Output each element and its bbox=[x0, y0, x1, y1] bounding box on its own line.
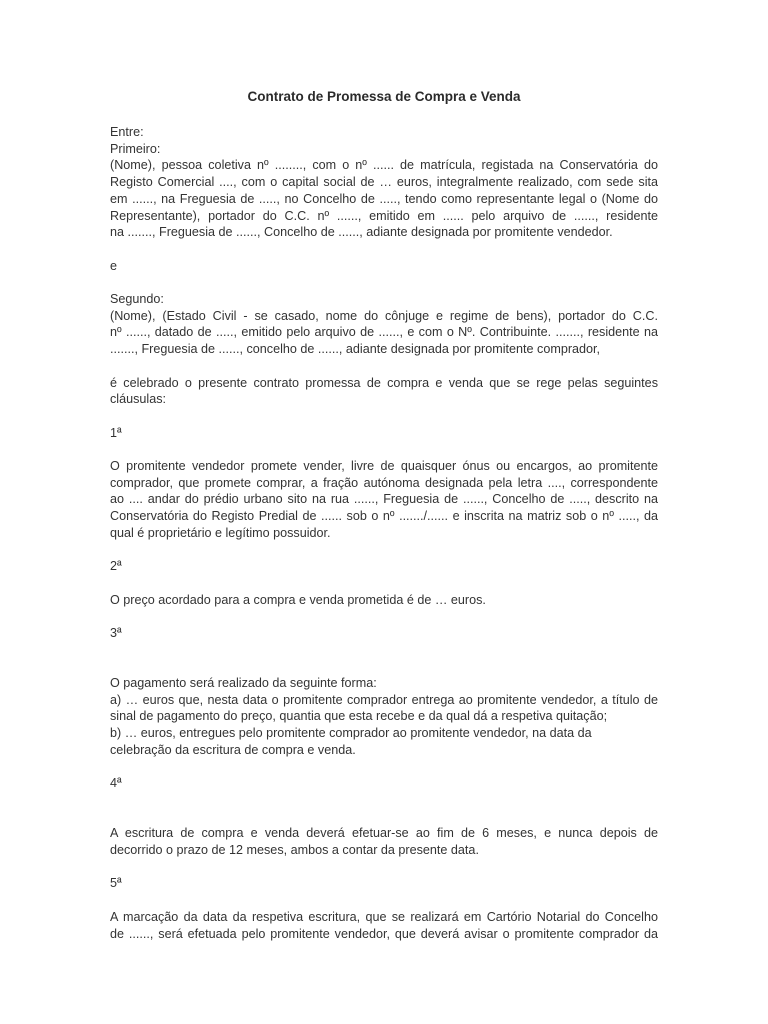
segundo-paragraph bbox=[110, 308, 658, 358]
paragraph-line: O pagamento será realizado da seguinte forma: bbox=[110, 676, 377, 691]
paragraph-line: qual é proprietário e legítimo possuidor. bbox=[110, 525, 331, 540]
paragraph-line: Representante), portador do C.C. nº ......, emitido em ...... pelo arquivo de ......, residente bbox=[110, 208, 658, 223]
primeiro-label: Primeiro: bbox=[110, 141, 161, 156]
paragraph-line: de ......, será efetuada pelo promitente vendedor, que deverá avisar o promitente comprador da bbox=[110, 926, 658, 941]
primeiro-paragraph bbox=[110, 157, 658, 241]
paragraph-line: comprador, que promete comprar, a fração autónoma designada pela letra ...., correspondente bbox=[110, 475, 658, 490]
paragraph-line: nº ......, datado de ....., emitido pelo arquivo de ......, e com o Nº. Contribuinte. ......., residente na bbox=[110, 325, 658, 340]
paragraph-line: sinal de pagamento do preço, quantia que esta recebe e da qual dá a respetiva quitação; bbox=[110, 709, 608, 724]
paragraph-line: decorrido o prazo de 12 meses, ambos a contar da presente data. bbox=[110, 843, 479, 858]
paragraph-line: Conservatória do Registo Predial de ...... sob o nº ......./...... e inscrita na matriz sob o nº ....., da bbox=[110, 509, 658, 524]
clause-2-paragraph bbox=[110, 592, 658, 609]
celebrado-paragraph bbox=[110, 375, 658, 408]
paragraph-line: A escritura de compra e venda deverá efetuar-se ao fim de 6 meses, e nunca depois de bbox=[110, 826, 658, 841]
clause-4-paragraph bbox=[110, 825, 658, 858]
paragraph-line: celebração da escritura de compra e venda. bbox=[110, 742, 356, 757]
clause-3-paragraph bbox=[110, 675, 658, 759]
clause-1-paragraph bbox=[110, 458, 658, 542]
paragraph-line: (Nome), (Estado Civil - se casado, nome do cônjuge e regime de bens), portador do C.C. bbox=[110, 308, 658, 323]
clause-number-1: 1ª bbox=[110, 425, 122, 440]
paragraph-line: na ......., Freguesia de ......, Concelho de ......, adiante designada por promitente vendedor. bbox=[110, 225, 613, 240]
paragraph-line: A marcação da data da respetiva escritura, que se realizará em Cartório Notarial do Concelho bbox=[110, 909, 658, 924]
clause-number-4: 4ª bbox=[110, 776, 122, 791]
segundo-label: Segundo: bbox=[110, 292, 164, 306]
paragraph-line: a) … euros que, nesta data o promitente comprador entrega ao promitente vendedor, a título de bbox=[110, 692, 658, 707]
clause-number-2: 2ª bbox=[110, 559, 122, 574]
paragraph-line: b) … euros, entregues pelo promitente comprador ao promitente vendedor, na data da bbox=[110, 726, 592, 741]
paragraph-line: é celebrado o presente contrato promessa de compra e venda que se rege pelas seguintes bbox=[110, 375, 658, 390]
paragraph-line: O promitente vendedor promete vender, livre de quaisquer ónus ou encargos, ao promitente bbox=[110, 458, 658, 473]
document-body bbox=[110, 124, 658, 942]
document-title: Contrato de Promessa de Compra e Venda bbox=[247, 89, 521, 104]
paragraph-line: ao .... andar do prédio urbano sito na rua ......, Freguesia de ......, Concelho de ....., descrito na bbox=[110, 492, 658, 507]
entre-label: Entre: bbox=[110, 125, 144, 139]
clause-number-5: 5ª bbox=[110, 876, 122, 891]
paragraph-line: ......., Freguesia de ......, concelho de ......, adiante designada por promitente comprador, bbox=[110, 342, 601, 357]
clause-5-paragraph bbox=[110, 909, 658, 942]
paragraph-line: (Nome), pessoa coletiva nº ........, com o nº ...... de matrícula, registada na Conservatória do bbox=[110, 158, 658, 173]
paragraph-line: cláusulas: bbox=[110, 392, 167, 407]
paragraph-line: Registo Comercial ...., com o capital social de … euros, integralmente realizado, com sede sita bbox=[110, 175, 658, 190]
paragraph-line: O preço acordado para a compra e venda prometida é de … euros. bbox=[110, 592, 486, 607]
conjunction-e: e bbox=[110, 258, 118, 273]
clause-number-3: 3ª bbox=[110, 625, 122, 640]
paragraph-line: em ......, na Freguesia de ....., no Concelho de ....., tendo como representante legal o (Nome do bbox=[110, 191, 658, 206]
